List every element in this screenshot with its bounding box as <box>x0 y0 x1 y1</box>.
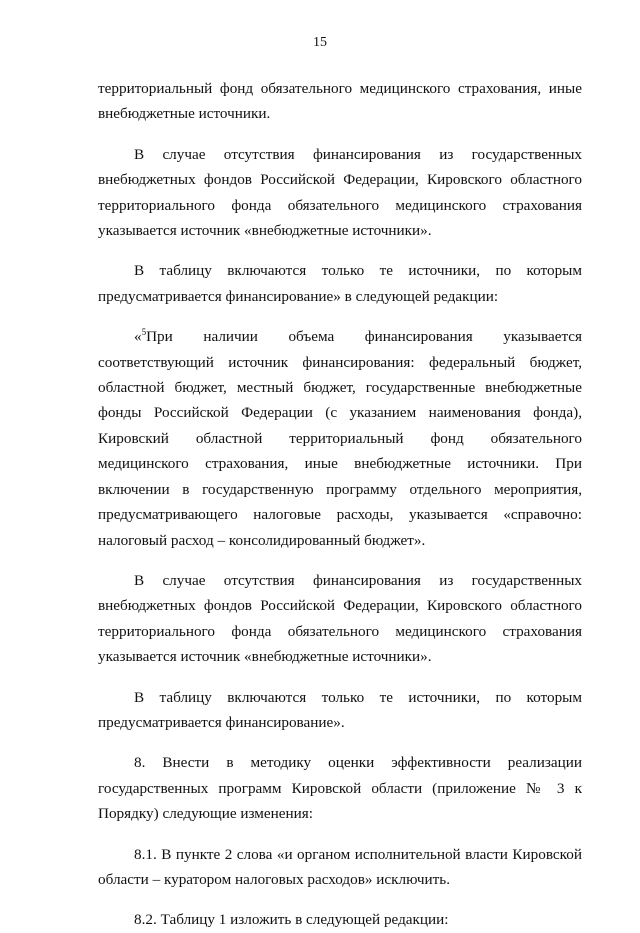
paragraph-continuation: территориальный фонд обязательного медицинского страхования, иные внебюджетные источники. <box>98 80 582 123</box>
page-number: 15 <box>313 35 327 50</box>
paragraph-no-funding: В случае отсутствия финансирования из государственных внебюджетных фондов Российской Федерации, Кировского областного территориального фонда обязательного медицинского страхования указывается источник «внебюджетные источники». <box>98 145 582 240</box>
footnote-5-text: При наличии объема финансирования указывается соответствующий источник финансирования: федеральный бюджет, областной бюджет, местный бюджет, государственные внебюджетные фонды Российской Федерации (с указанием наименования фонда), Кировский областной территориальный фонд обязательного медицинского страхования, иные внебюджетные источники. При включении в государственную программу отдельного мероприятия, предусматривающего налоговые расходы, указывается «справочно: налоговый расход – консолидированный бюджет». <box>98 328 582 549</box>
document-body <box>98 76 582 933</box>
open-quote: « <box>134 328 142 346</box>
paragraph-item-8: 8. Внести в методику оценки эффективности реализации государственных программ Кировской области (приложение № 3 к Порядку) следующие изменения: <box>98 754 582 823</box>
paragraph-item-8-1: 8.1. В пункте 2 слова «и органом исполнительной власти Кировской области – куратором налоговых расходов» исключить. <box>98 845 582 888</box>
paragraph-table-sources: В таблицу включаются только те источники, по которым предусматривается финансирование» в следующей редакции: <box>98 262 582 305</box>
paragraph-item-8-2: 8.2. Таблицу 1 изложить в следующей редакции: <box>134 911 449 929</box>
paragraph-no-funding-repeat: В случае отсутствия финансирования из государственных внебюджетных фондов Российской Федерации, Кировского областного территориального фонда обязательного медицинского страхования указывается источник «внебюджетные источники». <box>98 571 582 666</box>
paragraph-footnote-5 <box>98 324 582 553</box>
paragraph-table-sources-end: В таблицу включаются только те источники, по которым предусматривается финансирование». <box>98 688 582 731</box>
footnote-marker: 5 <box>141 327 147 338</box>
